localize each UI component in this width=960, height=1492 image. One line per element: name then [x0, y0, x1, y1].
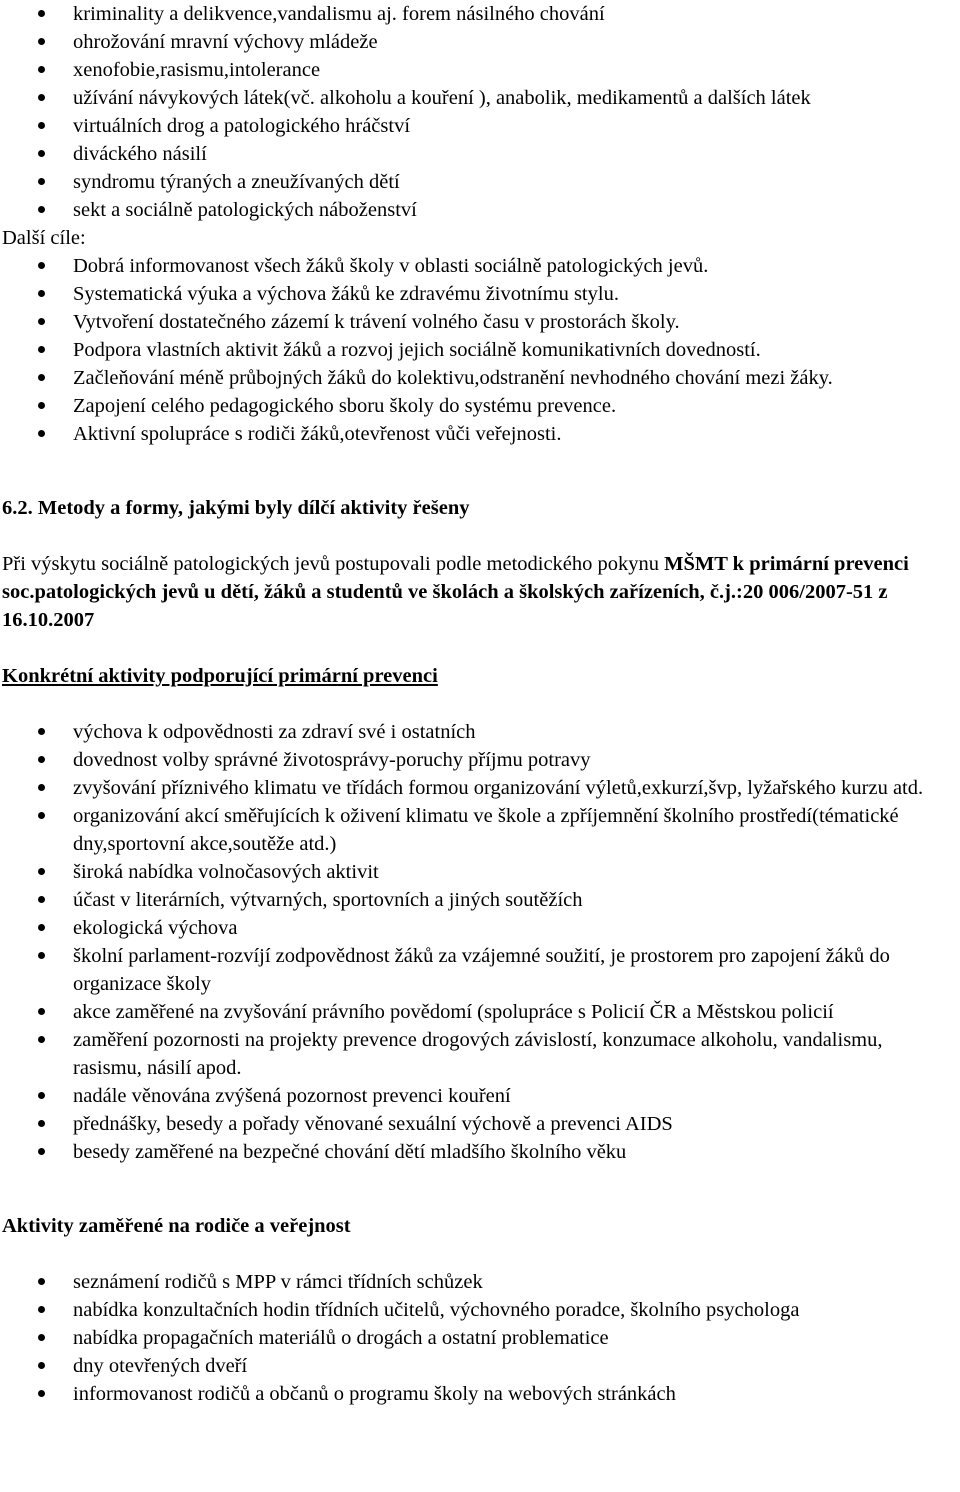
- other-goals-list: [0, 252, 960, 448]
- concrete-activities-title: Konkrétní aktivity podporující primární prevenci: [2, 665, 438, 687]
- list-item: Vytvoření dostatečného zázemí k trávení volného času v prostorách školy.: [0, 308, 960, 336]
- list-item: Systematická výuka a výchova žáků ke zdravému životnímu stylu.: [0, 280, 960, 308]
- list-item: užívání návykových látek(vč. alkoholu a kouření ), anabolik, medikamentů a dalších látek: [0, 84, 960, 112]
- parents-activities-title: Aktivity zaměřené na rodiče a veřejnost: [2, 1215, 351, 1237]
- list-item: ekologická výchova: [0, 914, 960, 942]
- list-item: xenofobie,rasismu,intolerance: [0, 56, 960, 84]
- parents-activities-list: [0, 1268, 960, 1408]
- list-item: dovednost volby správné životosprávy-poruchy příjmu potravy: [0, 746, 960, 774]
- list-item: Začleňování méně průbojných žáků do kolektivu,odstranění nevhodného chování mezi žáky.: [0, 364, 960, 392]
- list-item: organizování akcí směřujících k oživení klimatu ve škole a zpříjemnění školního prostředí(tématické dny,sportovní akce,soutěže atd.): [0, 802, 960, 858]
- list-item: zaměření pozornosti na projekty prevence drogových závislostí, konzumace alkoholu, vandalismu, rasismu, násilí apod.: [0, 1026, 960, 1082]
- list-item: Podpora vlastních aktivit žáků a rozvoj jejich sociálně komunikativních dovedností.: [0, 336, 960, 364]
- list-item: besedy zaměřené na bezpečné chování dětí mladšího školního věku: [0, 1138, 960, 1166]
- list-item: kriminality a delikvence,vandalismu aj. forem násilného chování: [0, 0, 960, 28]
- list-item: informovanost rodičů a občanů o programu školy na webových stránkách: [0, 1380, 960, 1408]
- list-item: seznámení rodičů s MPP v rámci třídních schůzek: [0, 1268, 960, 1296]
- list-item: dny otevřených dveří: [0, 1352, 960, 1380]
- section-6-2-title: 6.2. Metody a formy, jakými byly dílčí aktivity řešeny: [2, 497, 470, 519]
- list-item: nabídka propagačních materiálů o drogách a ostatní problematice: [0, 1324, 960, 1352]
- list-item: široká nabídka volnočasových aktivit: [0, 858, 960, 886]
- concrete-activities-list: [0, 718, 960, 1166]
- list-item: Zapojení celého pedagogického sboru školy do systému prevence.: [0, 392, 960, 420]
- list-item: nabídka konzultačních hodin třídních učitelů, výchovného poradce, školního psychologa: [0, 1296, 960, 1324]
- list-item: výchova k odpovědnosti za zdraví své i ostatních: [0, 718, 960, 746]
- list-item: Aktivní spolupráce s rodiči žáků,otevřenost vůči veřejnosti.: [0, 420, 960, 448]
- list-item: diváckého násilí: [0, 140, 960, 168]
- list-item: syndromu týraných a zneužívaných dětí: [0, 168, 960, 196]
- section-6-2-intro: [0, 550, 960, 634]
- list-item: akce zaměřené na zvyšování právního povědomí (spolupráce s Policií ČR a Městskou policií: [0, 998, 960, 1026]
- risk-list: [0, 0, 960, 224]
- list-item: sekt a sociálně patologických náboženství: [0, 196, 960, 224]
- list-item: ohrožování mravní výchovy mládeže: [0, 28, 960, 56]
- intro-text: Při výskytu sociálně patologických jevů postupovali podle metodického pokynu: [2, 553, 665, 575]
- other-goals-label: Další cíle:: [2, 227, 86, 249]
- list-item: nadále věnována zvýšená pozornost prevenci kouření: [0, 1082, 960, 1110]
- list-item: zvyšování příznivého klimatu ve třídách formou organizování výletů,exkurzí,švp, lyžařského kurzu atd.: [0, 774, 960, 802]
- list-item: virtuálních drog a patologického hráčství: [0, 112, 960, 140]
- intro-reference: MŠMT k primární prevenci soc.patologických jevů u dětí, žáků a studentů ve školách a školských zařízeních, č.j.:20 006/2007-51 z 16.10.2007: [2, 553, 909, 631]
- list-item: Dobrá informovanost všech žáků školy v oblasti sociálně patologických jevů.: [0, 252, 960, 280]
- list-item: účast v literárních, výtvarných, sportovních a jiných soutěžích: [0, 886, 960, 914]
- list-item: školní parlament-rozvíjí zodpovědnost žáků za vzájemné soužití, je prostorem pro zapojení žáků do organizace školy: [0, 942, 960, 998]
- list-item: přednášky, besedy a pořady věnované sexuální výchově a prevenci AIDS: [0, 1110, 960, 1138]
